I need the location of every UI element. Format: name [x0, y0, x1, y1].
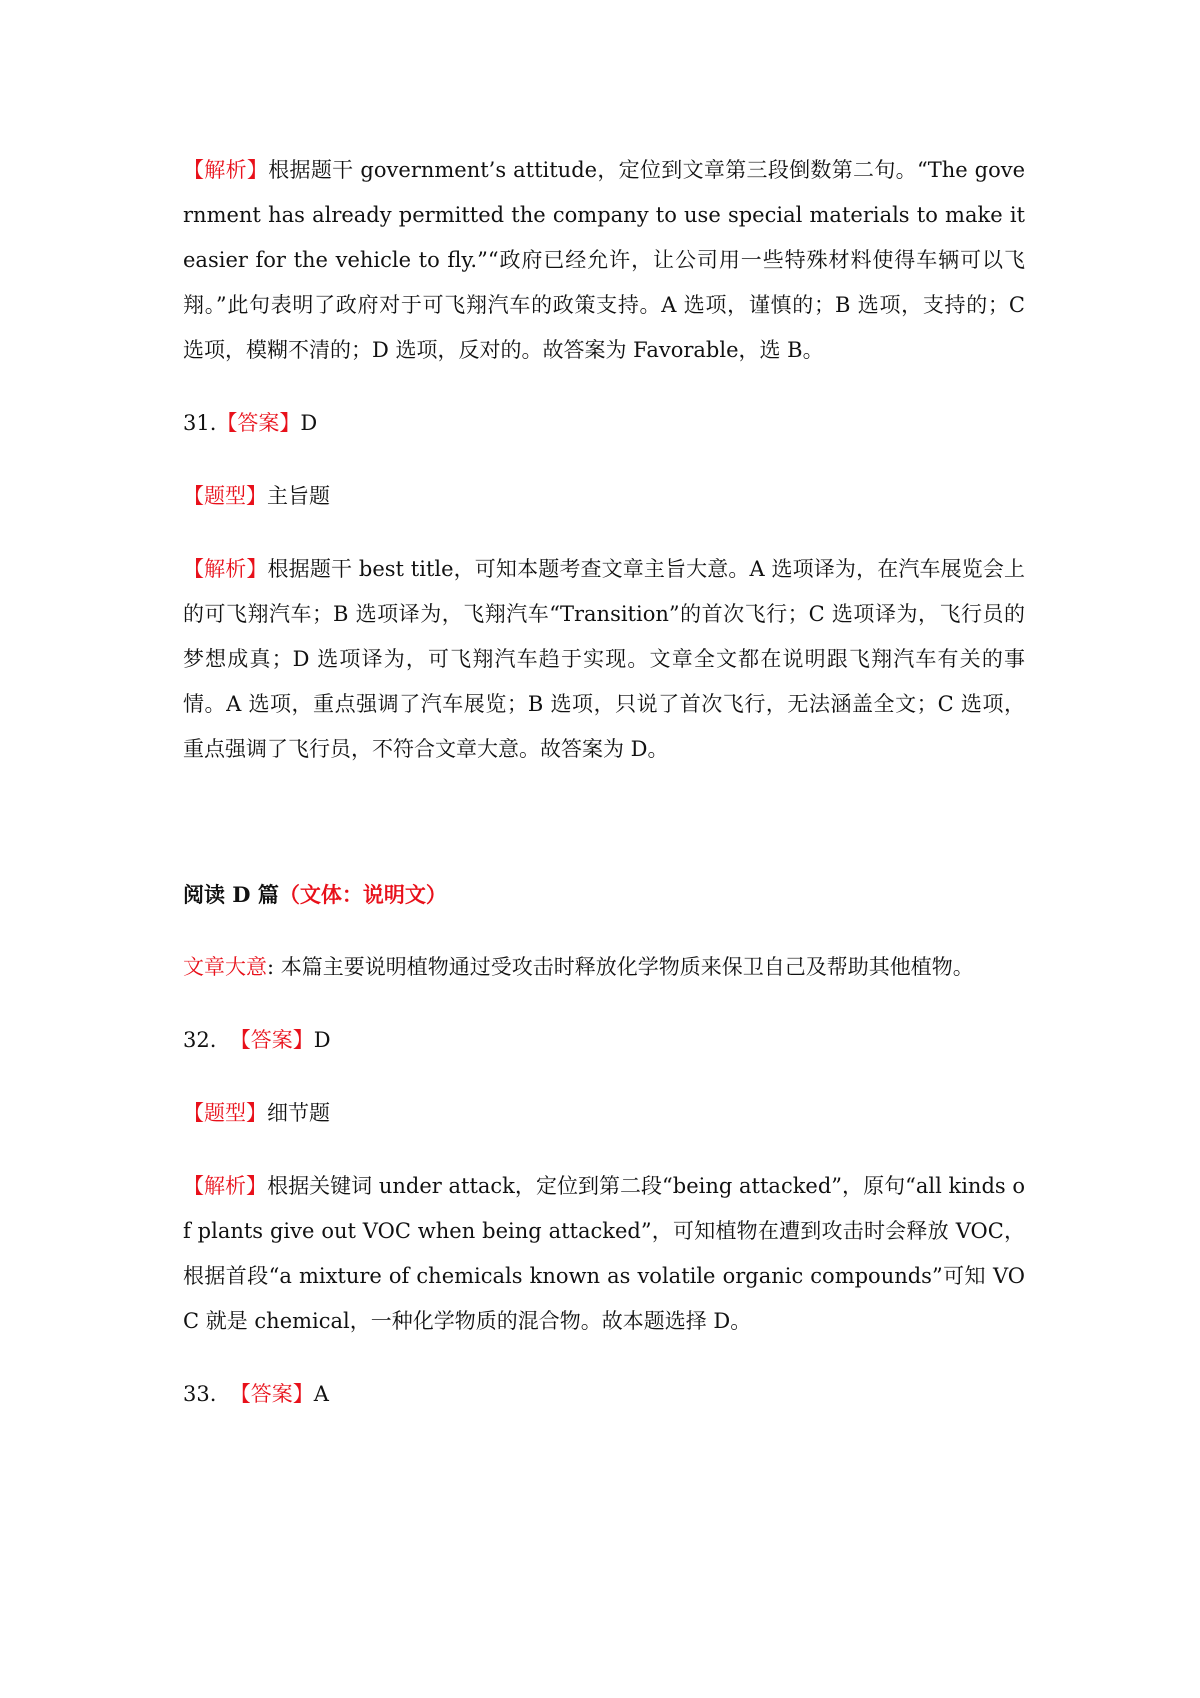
q31-type: [183, 474, 1025, 519]
section-genre: （文体：说明文）: [278, 882, 447, 907]
document-content: [183, 148, 1025, 1417]
summary-label: 文章大意: [183, 955, 267, 979]
type-value: 主旨题: [267, 484, 330, 508]
analysis-tag: 【解析】: [183, 158, 269, 182]
answer-value: A: [313, 1382, 329, 1406]
answer-value: D: [300, 411, 318, 435]
analysis-tag: 【解析】: [183, 1174, 268, 1198]
answer-value: D: [313, 1028, 331, 1052]
q32-analysis: [183, 1164, 1025, 1344]
question-number: 33.: [183, 1382, 217, 1406]
type-tag: 【题型】: [183, 1101, 267, 1125]
section-d-summary: [183, 945, 1025, 990]
q32-type: [183, 1091, 1025, 1136]
q31-analysis: [183, 547, 1025, 772]
type-value: 细节题: [267, 1101, 330, 1125]
analysis-text: 根据题干 best title，可知本题考查文章主旨大意。A 选项译为，在汽车展览会上的可飞翔汽车；B 选项译为，飞翔汽车“Transition”的首次飞行；C 选项译为，飞行员的梦想成真；D 选项译为，可飞翔汽车趋于实现。文章全文都在说明跟飞翔汽车有关的事情。A 选项，重点强调了汽车展览；B 选项，只说了首次飞行，无法涵盖全文；C 选项，重点强调了飞行员，不符合文章大意。故答案为 D。: [183, 557, 1026, 761]
analysis-tag: 【解析】: [183, 557, 268, 581]
analysis-text: 根据关键词 under attack，定位到第二段“being attacked”，原句“all kinds of plants give out VOC when being attacked”，可知植物在遭到攻击时会释放 VOC，根据首段“a mixture of chemicals known as volatile organic compounds”可知 VOC 就是 chemical，一种化学物质的混合物。故本题选择 D。: [183, 1174, 1026, 1333]
analysis-text: 根据题干 government’s attitude，定位到文章第三段倒数第二句。“The government has already permitted the company to use special materials to make it easier for the vehicle to fly.”“政府已经允许，让公司用一些特殊材料使得车辆可以飞翔。”此句表明了政府对于可飞翔汽车的政策支持。A 选项，谨慎的；B 选项，支持的；C 选项，模糊不清的；D 选项，反对的。故答案为 Favorable，选 B。: [183, 158, 1026, 362]
question-number: 31.: [183, 411, 217, 435]
section-d-heading: [183, 872, 1025, 917]
type-tag: 【题型】: [183, 484, 267, 508]
question-number: 32.: [183, 1028, 217, 1052]
answer-tag: 【答案】: [216, 411, 301, 435]
q33-answer: [183, 1372, 1025, 1417]
q32-answer: [183, 1018, 1025, 1063]
q31-answer: [183, 401, 1025, 446]
q30-analysis: [183, 148, 1025, 373]
answer-tag: 【答案】: [229, 1028, 314, 1052]
section-title: 阅读 D 篇: [183, 882, 279, 907]
answer-tag: 【答案】: [229, 1382, 314, 1406]
summary-text: : 本篇主要说明植物通过受攻击时释放化学物质来保卫自己及帮助其他植物。: [267, 955, 974, 979]
